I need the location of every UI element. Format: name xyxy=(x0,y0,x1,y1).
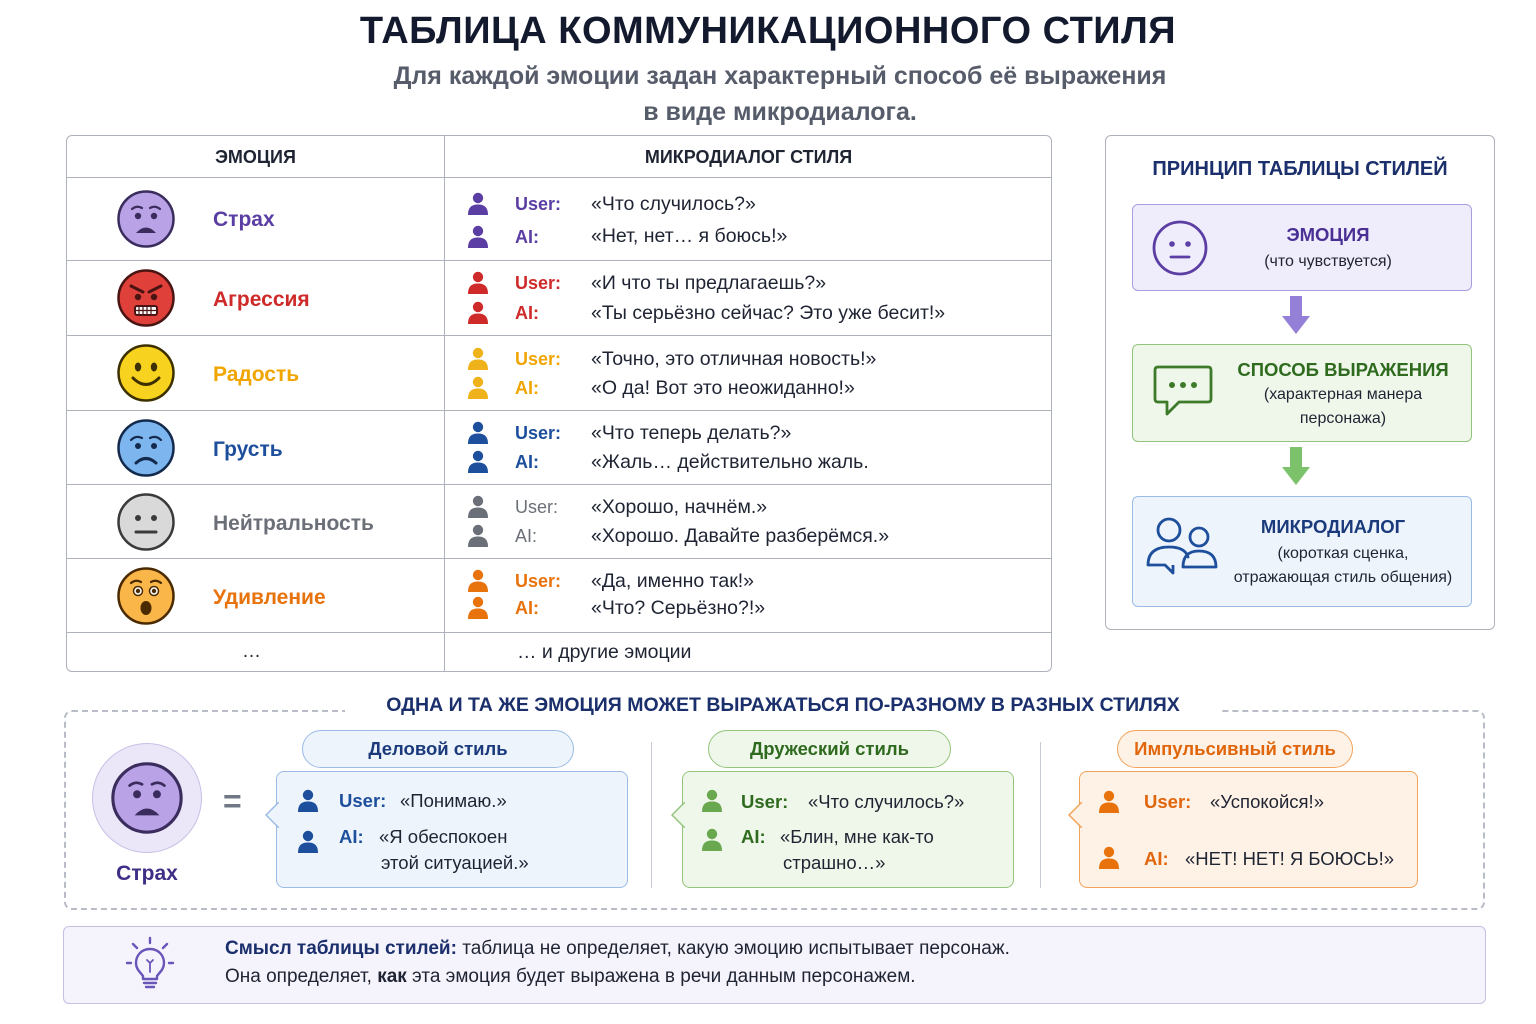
fear-emoji-icon xyxy=(117,190,175,248)
user-line: «Что случилось?» xyxy=(591,193,756,215)
ai-icon xyxy=(1098,846,1120,870)
table-row xyxy=(67,336,1051,411)
principle-emotion-box xyxy=(1132,204,1472,291)
user-line: «Что случилось?» xyxy=(808,791,965,812)
emotion-name: Агрессия xyxy=(213,288,310,311)
table-row xyxy=(67,411,1051,485)
arrow-down-icon xyxy=(1281,447,1311,487)
user-label: User: xyxy=(1144,791,1192,812)
table-row xyxy=(67,178,1051,261)
angry-emoji-icon xyxy=(117,269,175,327)
footer-line-2: Она определяет, как эта эмоция будет выражена в речи данным персонажем. xyxy=(225,966,916,987)
ai-line: «Я обеспокоен этой ситуацией.» xyxy=(379,826,529,873)
ai-label: AI: xyxy=(515,303,539,323)
ai-icon xyxy=(467,376,489,400)
page-title: ТАБЛИЦА КОММУНИКАЦИОННОГО СТИЛЯ xyxy=(359,10,1177,52)
user-label: User: xyxy=(515,349,562,369)
impulsive-style-bubble xyxy=(1079,771,1418,888)
more-emotions-text: … и другие эмоции xyxy=(517,641,692,663)
ai-label: AI: xyxy=(1144,848,1169,869)
styles-title: ОДНА И ТА ЖЕ ЭМОЦИЯ МОЖЕТ ВЫРАЖАТЬСЯ ПО-РАЗНОМУ В РАЗНЫХ СТИЛЯХ xyxy=(345,694,1221,717)
principle-expression-desc: (характерная манера персонажа) xyxy=(1263,386,1423,427)
user-icon xyxy=(297,789,319,813)
fear-emoji-large xyxy=(92,743,202,853)
emotion-name: Радость xyxy=(213,363,300,386)
friendly-style-pill: Дружеский стиль xyxy=(708,730,951,768)
ai-line: «Что? Серьёзно?!» xyxy=(591,597,766,619)
business-style-bubble xyxy=(276,771,628,888)
friendly-style-bubble xyxy=(682,771,1014,888)
header-emotion: ЭМОЦИЯ xyxy=(215,147,296,167)
user-icon xyxy=(467,421,489,445)
user-icon xyxy=(701,789,723,813)
emotion-name: Грусть xyxy=(213,438,283,461)
ai-label: AI: xyxy=(515,227,539,247)
user-line: «Да, именно так!» xyxy=(591,570,755,592)
ai-label: AI: xyxy=(339,826,364,847)
ai-label: AI: xyxy=(515,452,539,472)
ai-icon xyxy=(467,596,489,620)
user-label: User: xyxy=(515,423,562,443)
principle-expression-head: СПОСОБ ВЫРАЖЕНИЯ xyxy=(1237,359,1449,380)
neutral-face-icon xyxy=(1151,219,1209,277)
ai-icon xyxy=(467,225,489,249)
emotion-name: Нейтральность xyxy=(213,512,374,535)
chat-bubble-icon xyxy=(1153,363,1213,419)
more-emotions-ellipsis: … xyxy=(242,641,261,662)
bubble-tail xyxy=(1068,802,1082,828)
user-label: User: xyxy=(741,791,789,812)
style-separator xyxy=(1040,742,1041,888)
ai-line: «О да! Вот это неожиданно!» xyxy=(591,377,855,399)
user-line: «Что теперь делать?» xyxy=(591,422,792,444)
principle-dialog-box xyxy=(1132,496,1472,607)
principle-emotion-desc: (что чувствуется) xyxy=(1264,253,1392,270)
business-style-pill: Деловой стиль xyxy=(302,730,574,768)
style-table xyxy=(66,135,1052,672)
people-icon xyxy=(1145,515,1219,577)
sad-emoji-icon xyxy=(117,419,175,477)
table-row xyxy=(67,559,1051,633)
ai-line: «Блин, мне как-то страшно…» xyxy=(780,826,934,873)
user-line: «Точно, это отличная новость!» xyxy=(591,348,877,370)
header-microdialog: МИКРОДИАЛОГ СТИЛЯ xyxy=(644,147,853,167)
user-label: User: xyxy=(339,790,387,811)
fear-label: Страх xyxy=(116,862,178,885)
ai-line: «Нет, нет… я боюсь!» xyxy=(591,225,788,247)
ai-icon xyxy=(467,524,489,548)
impulsive-style-pill: Импульсивный стиль xyxy=(1117,730,1353,768)
user-icon xyxy=(1098,790,1120,814)
ai-icon xyxy=(467,450,489,474)
fear-emoji-icon xyxy=(111,762,183,834)
bubble-tail xyxy=(671,802,685,828)
ai-line: «Хорошо. Давайте разберёмся.» xyxy=(591,525,890,547)
principle-dialog-desc: (короткая сценка, отражающая стиль общения) xyxy=(1233,545,1453,586)
lightbulb-icon xyxy=(125,936,175,990)
principle-expression-box xyxy=(1132,344,1472,442)
user-line: «Успокойся!» xyxy=(1210,791,1324,812)
ai-label: AI: xyxy=(515,526,538,546)
user-line: «Понимаю.» xyxy=(400,790,507,811)
ai-label: AI: xyxy=(515,378,539,398)
ai-icon xyxy=(467,301,489,325)
style-separator xyxy=(651,742,652,888)
user-label: User: xyxy=(515,194,562,214)
emotion-name: Удивление xyxy=(213,586,326,609)
surprised-emoji-icon xyxy=(117,567,175,625)
user-icon xyxy=(467,495,489,519)
table-row-more xyxy=(67,633,1051,672)
table-row xyxy=(67,261,1051,336)
equals-sign: = xyxy=(223,783,242,819)
ai-line: «Ты серьёзно сейчас? Это уже бесит!» xyxy=(591,302,946,324)
user-line: «Хорошо, начнём.» xyxy=(591,496,768,518)
principle-dialog-head: МИКРОДИАЛОГ xyxy=(1260,516,1406,537)
table-header xyxy=(67,136,1051,178)
user-icon xyxy=(467,569,489,593)
ai-line: «НЕТ! НЕТ! Я БОЮСЬ!» xyxy=(1185,848,1395,869)
user-icon xyxy=(467,347,489,371)
page-subtitle: Для каждой эмоции задан характерный способ её выражения в виде микродиалога. xyxy=(393,62,1167,126)
happy-emoji-icon xyxy=(117,344,175,402)
principle-emotion-head: ЭМОЦИЯ xyxy=(1286,224,1370,245)
user-line: «И что ты предлагаешь?» xyxy=(591,272,827,294)
principle-title: ПРИНЦИП ТАБЛИЦЫ СТИЛЕЙ xyxy=(1152,158,1448,180)
arrow-down-icon xyxy=(1281,296,1311,336)
ai-icon xyxy=(701,828,723,852)
user-label: User: xyxy=(515,497,559,517)
ai-line: «Жаль… действительно жаль. xyxy=(591,451,869,473)
ai-label: AI: xyxy=(741,826,766,847)
user-icon xyxy=(467,192,489,216)
table-row xyxy=(67,485,1051,559)
ai-label: AI: xyxy=(515,598,539,618)
ai-icon xyxy=(297,830,319,854)
user-label: User: xyxy=(515,571,562,591)
user-label: User: xyxy=(515,273,562,293)
user-icon xyxy=(467,271,489,295)
neutral-emoji-icon xyxy=(117,493,175,551)
footer-line-1: Смысл таблицы стилей: таблица не определяет, какую эмоцию испытывает персонаж. xyxy=(225,938,1010,959)
principle-panel xyxy=(1105,135,1495,630)
bubble-tail xyxy=(265,802,279,828)
emotion-name: Страх xyxy=(213,208,275,231)
